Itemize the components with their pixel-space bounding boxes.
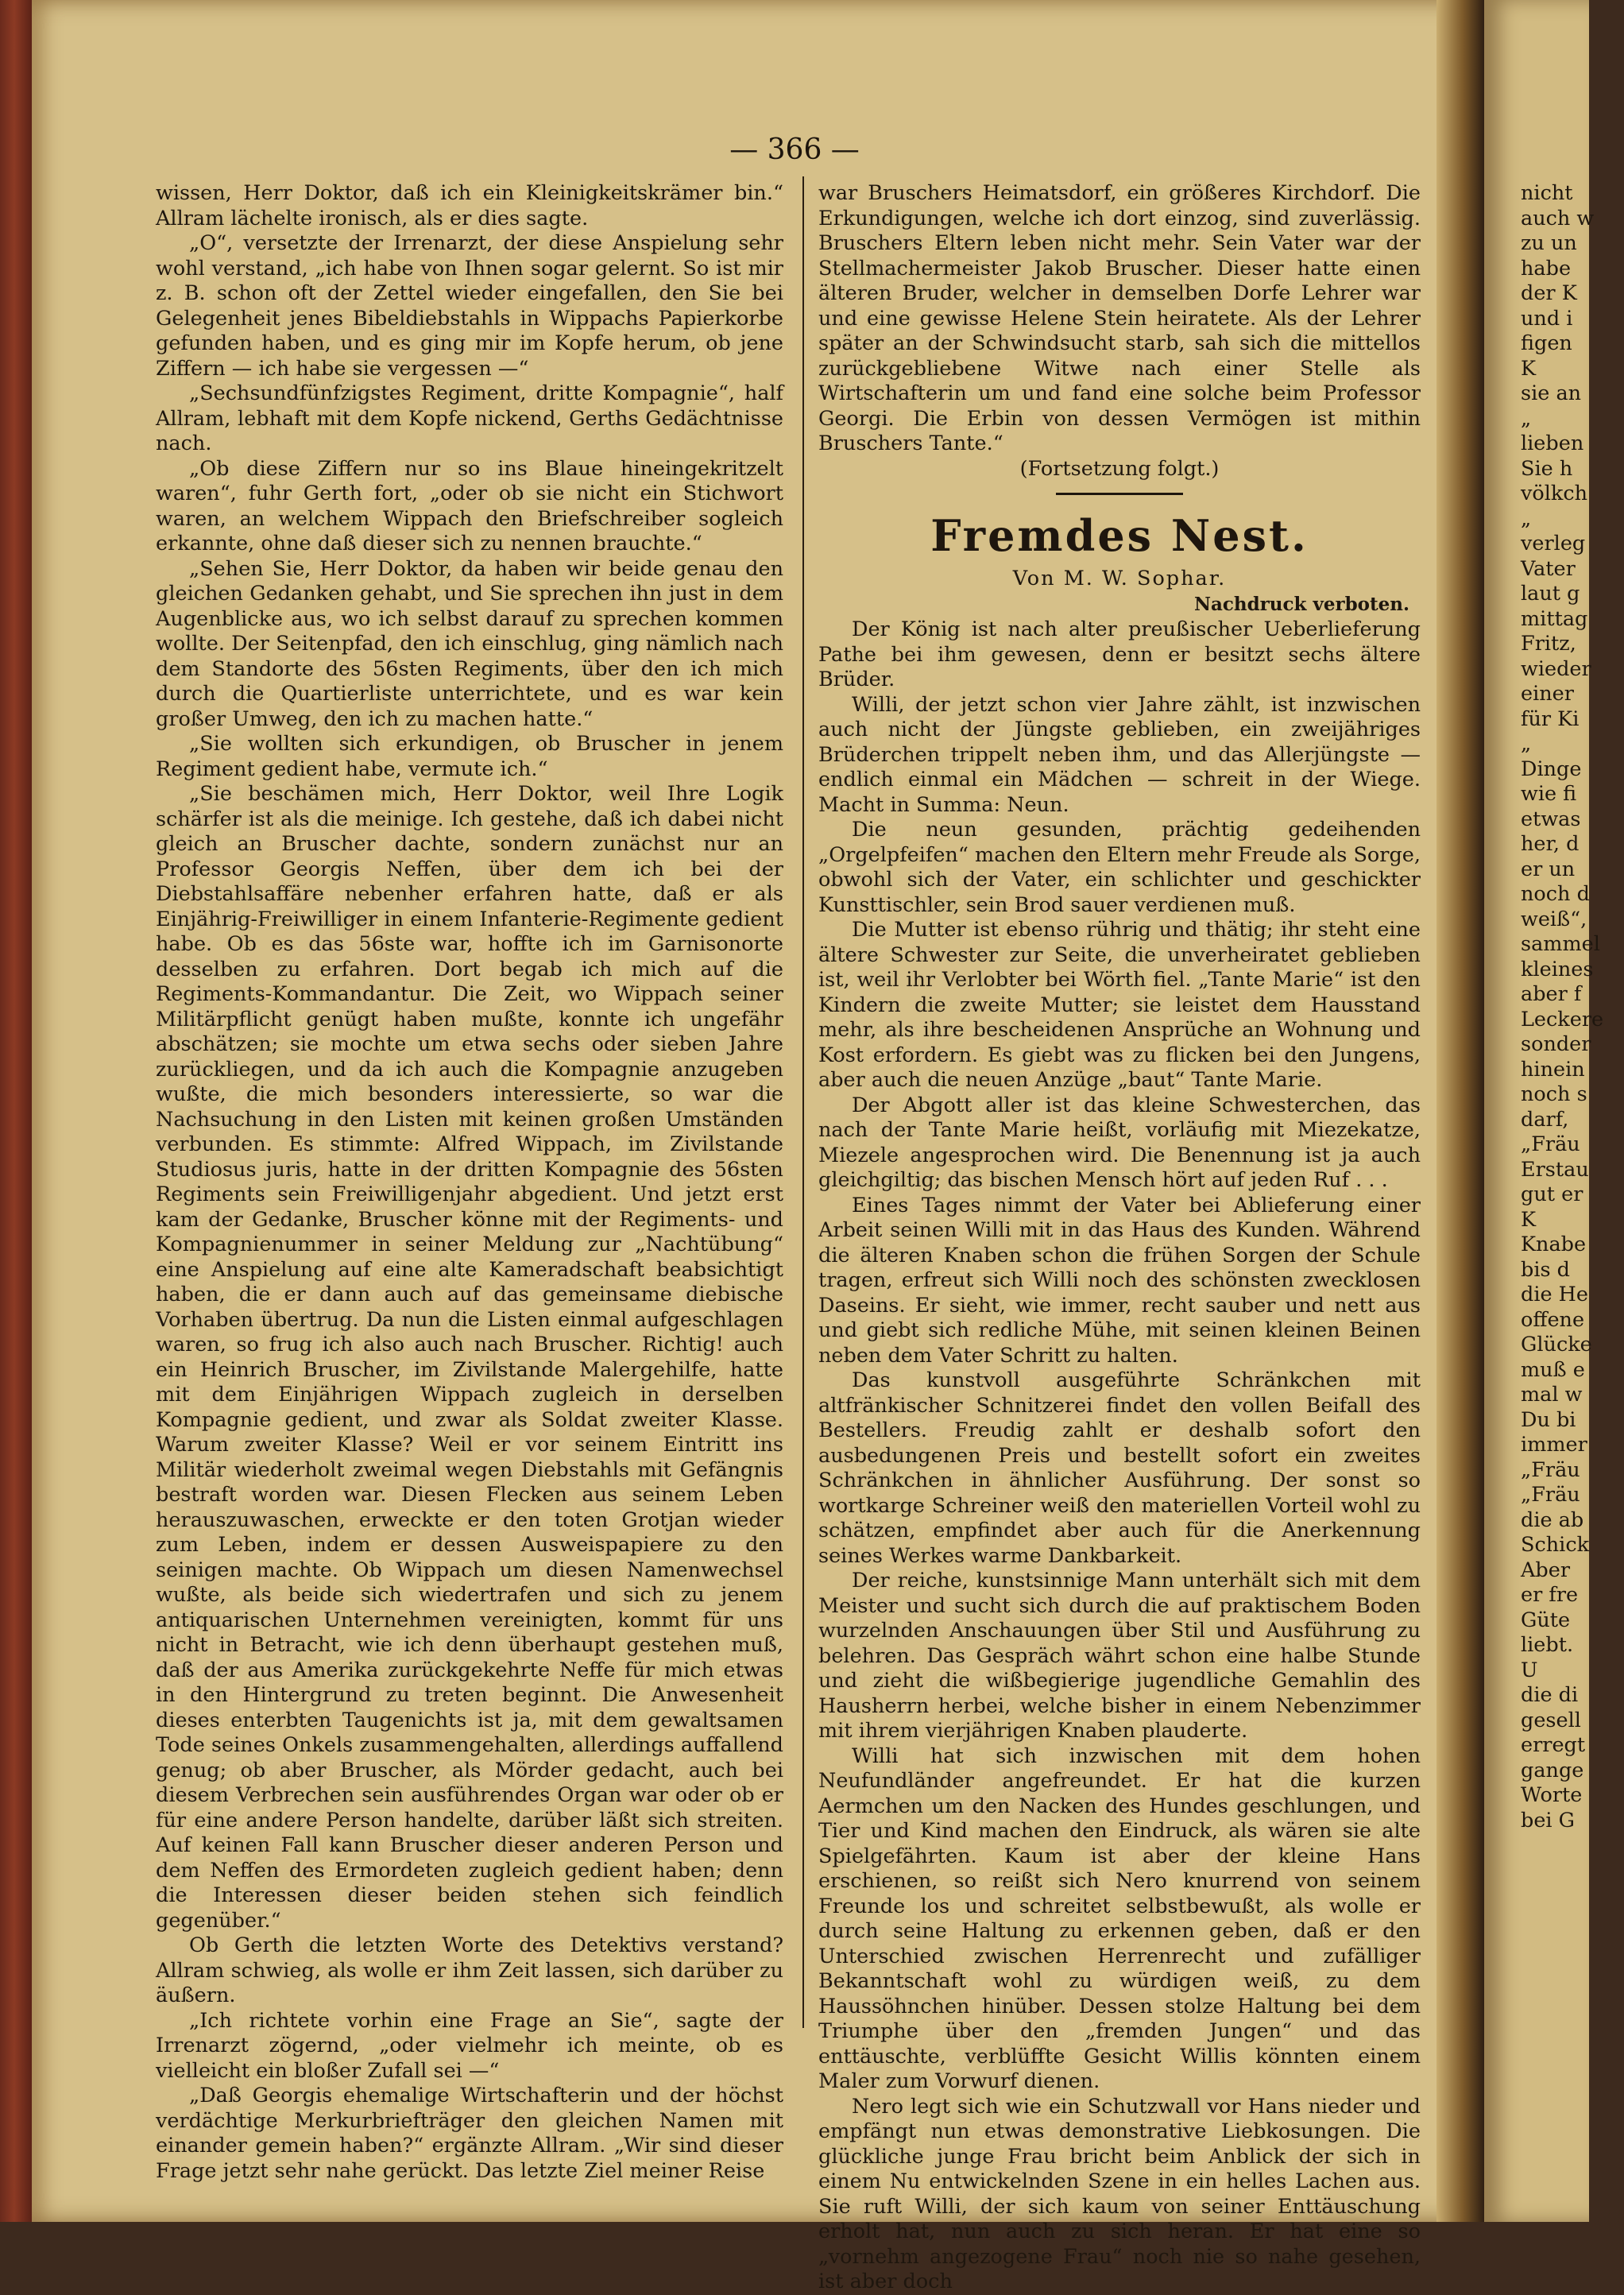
next-page-line: K — [1521, 356, 1537, 381]
next-page-line: sammel — [1521, 932, 1600, 956]
next-page-line: Erstau — [1521, 1157, 1589, 1182]
paragraph: Eines Tages nimmt der Vater bei Ablieferung einer Arbeit seinen Willi mit in das Haus des Kunden. Während die älteren Knaben schon die frühen Sorgen der Schule tragen, erfreut sich Willi noch des schönsten zwecklosen Daseins. Er sieht, wie immer, recht sauber und nett aus und giebt sich redliche Mühe, mit seinen kleinen Beinen neben dem Vater Schritt zu halten. — [818, 1193, 1421, 1368]
paragraph: „O“, versetzte der Irrenarzt, der diese Anspielung sehr wohl verstand, „ich habe von Ihnen sogar gelernt. So ist mir z. B. schon oft der Zettel wieder eingefallen, den Sie bei Gelegenheit jenes Bibeldiebstahls in Wippachs Papierkorbe gefunden haben, und es ging mir im Kopfe herum, ob jene Ziffern — ich habe sie vergessen —“ — [156, 231, 783, 381]
next-page-line: noch s — [1521, 1082, 1587, 1106]
next-page-line: habe — [1521, 256, 1572, 281]
paragraph: Willi, der jetzt schon vier Jahre zählt, ist inzwischen auch nicht der Jüngste geblieben, ein zweijähriges Brüderchen trippelt neben ihm, und das Allerjüngste — endlich einmal ein Mädchen — schreit in der Wiege. Macht in Summa: Neun. — [818, 692, 1421, 817]
next-page-line: Glücke — [1521, 1333, 1592, 1356]
next-page-line: nicht — [1521, 181, 1573, 205]
next-page-line: gange — [1521, 1758, 1584, 1782]
paragraph: „Daß Georgis ehemalige Wirtschafterin und der höchst verdächtige Merkurbriefträger den gleichen Namen mit einander gemein haben?“ ergänzte Allram. „Wir sind dieser Frage jetzt sehr nahe gerückt. Das letzte Ziel meiner Reise — [156, 2084, 783, 2183]
next-page-line: Schick — [1521, 1533, 1590, 1557]
next-page-line: K — [1521, 1207, 1537, 1232]
paragraph: Ob Gerth die letzten Worte des Detektivs verstand? Allram schwieg, als wolle er ihm Zeit lassen, sich darüber zu äußern. — [156, 1933, 783, 2007]
paragraph: Willi hat sich inzwischen mit dem hohen Neufundländer angefreundet. Er hat die kurzen Aermchen um den Nacken des Hundes geschlungen, und Tier und Kind machen den Eindruck, als wären sie alte Spielgefährten. Kaum ist aber der kleine Hans erschienen, so reißt sich Nero knurrend von seinem Freunde los und schreitet selbstbewußt, als wolle er durch seine Haltung zu erkennen geben, daß er den Unterschied zwischen Herrenrecht und zufälliger Bekanntschaft wohl zu würdigen weiß, zu dem Haussöhnchen hinüber. Dessen stolze Haltung bei dem Triumphe über den „fremden Jungen“ und das enttäuschte, verblüffte Gesicht Willis könnten einem Maler zum Vorwurf dienen. — [818, 1744, 1421, 2093]
next-page-line: gesell — [1521, 1708, 1581, 1732]
next-page-line: „Fräu — [1521, 1132, 1580, 1156]
next-page-line: „ — [1521, 732, 1532, 756]
paragraph: Nero legt sich wie ein Schutzwall vor Hans nieder und empfängt nun etwas demonstrative Liebkosungen. Die glückliche junge Frau bricht beim Anblick der sich in einem Nu entwickelnden Szene in ein helles Lachen aus. Sie ruft Willi, der sich kaum von seiner Enttäuschung erholt hat, nun auch zu sich heran. Er hat eine so „vornehm angezogene Frau“ noch nie so nahe gesehen, ist aber doch — [818, 2094, 1421, 2293]
next-page-fragments — [1521, 181, 1624, 1833]
next-page-line: die He — [1521, 1283, 1589, 1306]
next-page-line: völkch — [1521, 482, 1588, 505]
reprint-notice: Nachdruck verboten. — [1193, 594, 1409, 615]
next-page-line: mal w — [1521, 1383, 1583, 1407]
next-page-line: offene — [1521, 1307, 1585, 1332]
paragraph: Die Mutter ist ebenso rührig und thätig; ihr steht eine ältere Schwester zur Seite, die unverheiratet geblieben ist, weil ihr Verlobter bei Wörth fiel. „Tante Marie“ ist den Kindern die zweite Mutter; sie leistet dem Hausstand mehr, als ihre bescheidenen Ansprüche an Wohnung und Kost erfordern. Es giebt was zu flicken bei den Jungens, aber auch die neuen Anzüge „baut“ Tante Marie. — [818, 918, 1421, 1092]
next-page-line: etwas — [1521, 807, 1581, 831]
next-page-line: erregt — [1521, 1733, 1586, 1757]
paragraph: „Sechsundfünfzigstes Regiment, dritte Kompagnie“, half Allram, lebhaft mit dem Kopfe nickend, Gerths Gedächtnisse nach. — [156, 381, 783, 455]
next-page-line: er fre — [1521, 1583, 1579, 1607]
paragraph: Der König ist nach alter preußischer Ueberlieferung Pathe bei ihm gewesen, denn er besitzt sechs ältere Brüder. — [818, 617, 1421, 691]
paragraph: war Bruschers Heimatsdorf, ein größeres Kirchdorf. Die Erkundigungen, welche ich dort einzog, sind zuverlässig. Bruschers Eltern leben nicht mehr. Sein Vater war der Stellmachermeister Jakob Bruscher. Dieser hatte einen älteren Bruder, welcher in demselben Dorfe Lehrer war und eine gewisse Helene Stein heiratete. Als der Lehrer später an der Schwindsucht starb, sah sich die mittellos zurückgebliebene Witwe nach einer Stelle als Wirtschafterin um und fand eine solche beim Professor Georgi. Die Erbin von dessen Vermögen ist mithin Bruschers Tante.“ — [818, 181, 1421, 455]
next-page-line: lieben — [1521, 432, 1584, 455]
next-page-line: Fritz, — [1521, 632, 1576, 656]
next-page-line: Vater — [1521, 556, 1576, 581]
next-page-line: Aber — [1521, 1558, 1571, 1582]
story-title: Fremdes Nest. — [930, 510, 1309, 561]
next-page-line: muß e — [1521, 1357, 1585, 1382]
section-rule — [1056, 493, 1183, 495]
next-page-line: U — [1521, 1658, 1538, 1682]
continued-note: (Fortsetzung folgt.) — [1019, 456, 1220, 481]
next-page-line: Dinge — [1521, 757, 1582, 781]
next-page-line: der K — [1521, 281, 1577, 305]
next-page-line: wieder — [1521, 656, 1591, 681]
next-page-line: Sie h — [1521, 456, 1573, 481]
next-page-line: darf, — [1521, 1107, 1569, 1132]
story-byline: Von M. W. Sophar. — [1012, 567, 1227, 590]
next-page-line: Du bi — [1521, 1407, 1576, 1432]
next-page-line: bis d — [1521, 1257, 1570, 1282]
next-page-line: immer — [1521, 1433, 1587, 1457]
next-page-line: er un — [1521, 857, 1576, 881]
next-page-line: Worte — [1521, 1783, 1583, 1807]
paragraph: „Sie beschämen mich, Herr Doktor, weil Ihre Logik schärfer ist als die meinige. Ich gestehe, daß ich dabei nicht gleich an Bruscher dachte, sondern zunächst nur an Professor Georgis Neffen, über dem ich bei der Diebstahlsaffäre nebenher erfahren hatte, daß er als Einjährig-Freiwilliger in einem Infanterie-Regimente gedient habe. Ob es das 56ste war, hoffte ich im Garnisonorte desselben zu erfahren. Dort begab ich mich auf die Regiments-Kommandantur. Die Zeit, wo Wippach seiner Militärpflicht genügt haben mußte, konnte ich ungefähr abschätzen; sie mochte um etwa sechs oder sieben Jahre zurückliegen, und da ich auch die Kompagnie anzugeben wußte, die mich besonders interessierte, so war die Nachsuchung in den Listen mit keinen großen Umständen verbunden. Es stimmte: Alfred Wippach, im Zivilstande Studiosus juris, hatte in der dritten Kompagnie des 56sten Regiments sein Freiwilligenjahr abgedient. Und jetzt erst kam der Gedanke, Bruscher könne mit der Regiments- und Kompagnienummer in seiner Meldung zur „Nachtübung“ eine Anspielung auf eine alte Kameradschaft beabsichtigt haben, die er dann auch auf das gemeinsame diebische Vorhaben übertrug. Da nun die Listen einmal aufgeschlagen waren, so frug ich also auch nach Bruscher. Richtig! auch ein Heinrich Bruscher, im Zivilstande Malergehilfe, hatte mit dem Einjährigen Wippach zugleich in derselben Kompagnie gedient, und zwar als Soldat zweiter Klasse. Warum zweiter Klasse? Weil er vor seinem Eintritt ins Militär wiederholt zweimal wegen Diebstahls mit Gefängnis bestraft worden war. Diesen Flecken aus seinem Leben herauszuwaschen, erweckte er den toten Grotjan wieder zum Leben, indem er dessen Ausweispapiere zu den seinigen machte. Ob Wippach um diesen Namenwechsel wußte, als beide sich wiedertrafen und sich zu jenem antiquarischen Unternehmen vereinigten, kommt für uns nicht in Betracht, wie ich denn überhaupt gestehen muß, daß der aus Amerika zurückgekehrte Neffe für mich etwas in den Hintergrund zu treten beginnt. Die Anwesenheit dieses enterbten Taugenichts ist ja, mit dem gewaltsamen Tode seines Onkels zusammengehalten, allerdings auffallend genug; ob aber Bruscher, als Mörder gedacht, auch bei diesem Verbrechen sein ausführendes Organ war oder ob er für eine andere Person handelte, darüber läßt sich streiten. Auf keinen Fall kann Bruscher dieser anderen Person und dem Neffen des Ermordeten zugleich gedient haben; denn die Interessen dieser beiden stehen sich feindlich gegenüber.“ — [156, 782, 783, 1933]
next-page-line: „Fräu — [1521, 1483, 1580, 1507]
left-column — [156, 181, 783, 2184]
next-page-line: mittag — [1521, 606, 1588, 631]
next-page-line: her, d — [1521, 832, 1580, 856]
next-page-line: für Ki — [1521, 706, 1580, 731]
next-page-line: die di — [1521, 1683, 1579, 1707]
next-page-line: verleg — [1521, 532, 1586, 555]
next-page-line: und i — [1521, 306, 1573, 331]
paragraph: Das kunstvoll ausgeführte Schränkchen mit altfränkischer Schnitzerei findet den vollen Beifall des Bestellers. Freudig zahlt er deshalb sofort den ausbedungenen Preis und bestellt sofort ein zweites Schränkchen in ähnlicher Ausführung. Der sonst so wortkarge Schreiner weiß den materiellen Vorteil wohl zu schätzen, empfindet aber auch für die Anerkennung seines Werkes warme Dankbarkeit. — [818, 1368, 1421, 1568]
next-page-line: hinein — [1521, 1057, 1585, 1082]
next-page-line: weiß“, — [1521, 907, 1587, 931]
next-page-line: Knabe — [1521, 1233, 1587, 1256]
paragraph: „Sie wollten sich erkundigen, ob Bruscher in jenem Regiment gedient habe, vermute ich.“ — [156, 732, 783, 781]
paragraph: wissen, Herr Doktor, daß ich ein Kleinigkeitskrämer bin.“ Allram lächelte ironisch, als er dies sagte. — [156, 181, 783, 230]
next-page-line: Leckere — [1521, 1007, 1604, 1031]
next-page-line: figen — [1521, 331, 1572, 355]
next-page-line: liebt. — [1521, 1633, 1574, 1657]
book-binding — [0, 0, 32, 2222]
next-page-line: kleines — [1521, 957, 1594, 981]
page-number: — 366 — — [729, 134, 860, 166]
next-page-line: sie an — [1521, 381, 1582, 405]
paragraph: „Sehen Sie, Herr Doktor, da haben wir beide genau den gleichen Gedanken gehabt, und Sie sprechen ihn just in dem Augenblicke aus, wo ich selbst darauf zu sprechen kommen wollte. Der Seitenpfad, den ich einschlug, ging nämlich nach dem Standorte des 56sten Regiments, über den ich mich durch die Quartierliste unterrichtete, und es war kein großer Umweg, den ich zu machen hatte.“ — [156, 556, 783, 731]
next-page-line: aber f — [1521, 982, 1582, 1006]
column-divider — [802, 176, 804, 2028]
paragraph: Der Abgott aller ist das kleine Schwesterchen, das nach der Tante Marie heißt, vorläufig mit Miezekatze, Miezele angesprochen wird. Die Benennung ist ja auch gleichgiltig; das bischen Mensch hört auf jeden Ruf . . . — [818, 1093, 1421, 1192]
next-page-line: sonder — [1521, 1032, 1591, 1056]
next-page-line: auch w — [1521, 206, 1595, 230]
paragraph: „Ich richtete vorhin eine Frage an Sie“, sagte der Irrenarzt zögernd, „oder vielmehr ich meinte, ob es vielleicht ein bloßer Zufall sei —“ — [156, 2008, 783, 2083]
paragraph: „Ob diese Ziffern nur so ins Blaue hineingekritzelt waren“, fuhr Gerth fort, „oder ob sie nicht ein Stichwort waren, an welchem Wippach den Briefschreiber sogleich erkannte, ohne daß dieser sich zu nennen brauchte.“ — [156, 456, 783, 555]
next-page-line: „ — [1521, 506, 1532, 531]
next-page-line: laut g — [1521, 582, 1580, 606]
right-column — [818, 181, 1421, 2295]
next-page-line: einer — [1521, 682, 1574, 706]
next-page-line: „Fräu — [1521, 1457, 1580, 1482]
book-gutter — [1436, 0, 1484, 2222]
next-page-line: zu un — [1521, 231, 1577, 255]
paragraph: Die neun gesunden, prächtig gedeihenden „Orgelpfeifen“ machen den Eltern mehr Freude als Sorge, obwohl sich der Vater, ein schlichter und geschickter Kunsttischler, sein Brod sauer verdienen muß. — [818, 818, 1421, 917]
paragraph: Der reiche, kunstsinnige Mann unterhält sich mit dem Meister und sucht sich durch die auf praktischem Boden wurzelnden Anschauungen über Stil und Ausführung zu belehren. Das Gespräch währt schon eine halbe Stunde und zieht die wißbegierige jugendliche Gemahlin des Hausherrn herbei, welche bisher in einem Nebenzimmer mit ihrem vierjährigen Knaben plauderte. — [818, 1569, 1421, 1743]
next-page-line: gut er — [1521, 1182, 1583, 1206]
next-page-line: bei G — [1521, 1808, 1576, 1833]
next-page-line: „ — [1521, 406, 1532, 431]
next-page-line: wie fi — [1521, 782, 1577, 806]
next-page-line: noch d — [1521, 882, 1590, 906]
next-page-line: Güte — [1521, 1608, 1571, 1632]
next-page-line: die ab — [1521, 1507, 1584, 1532]
